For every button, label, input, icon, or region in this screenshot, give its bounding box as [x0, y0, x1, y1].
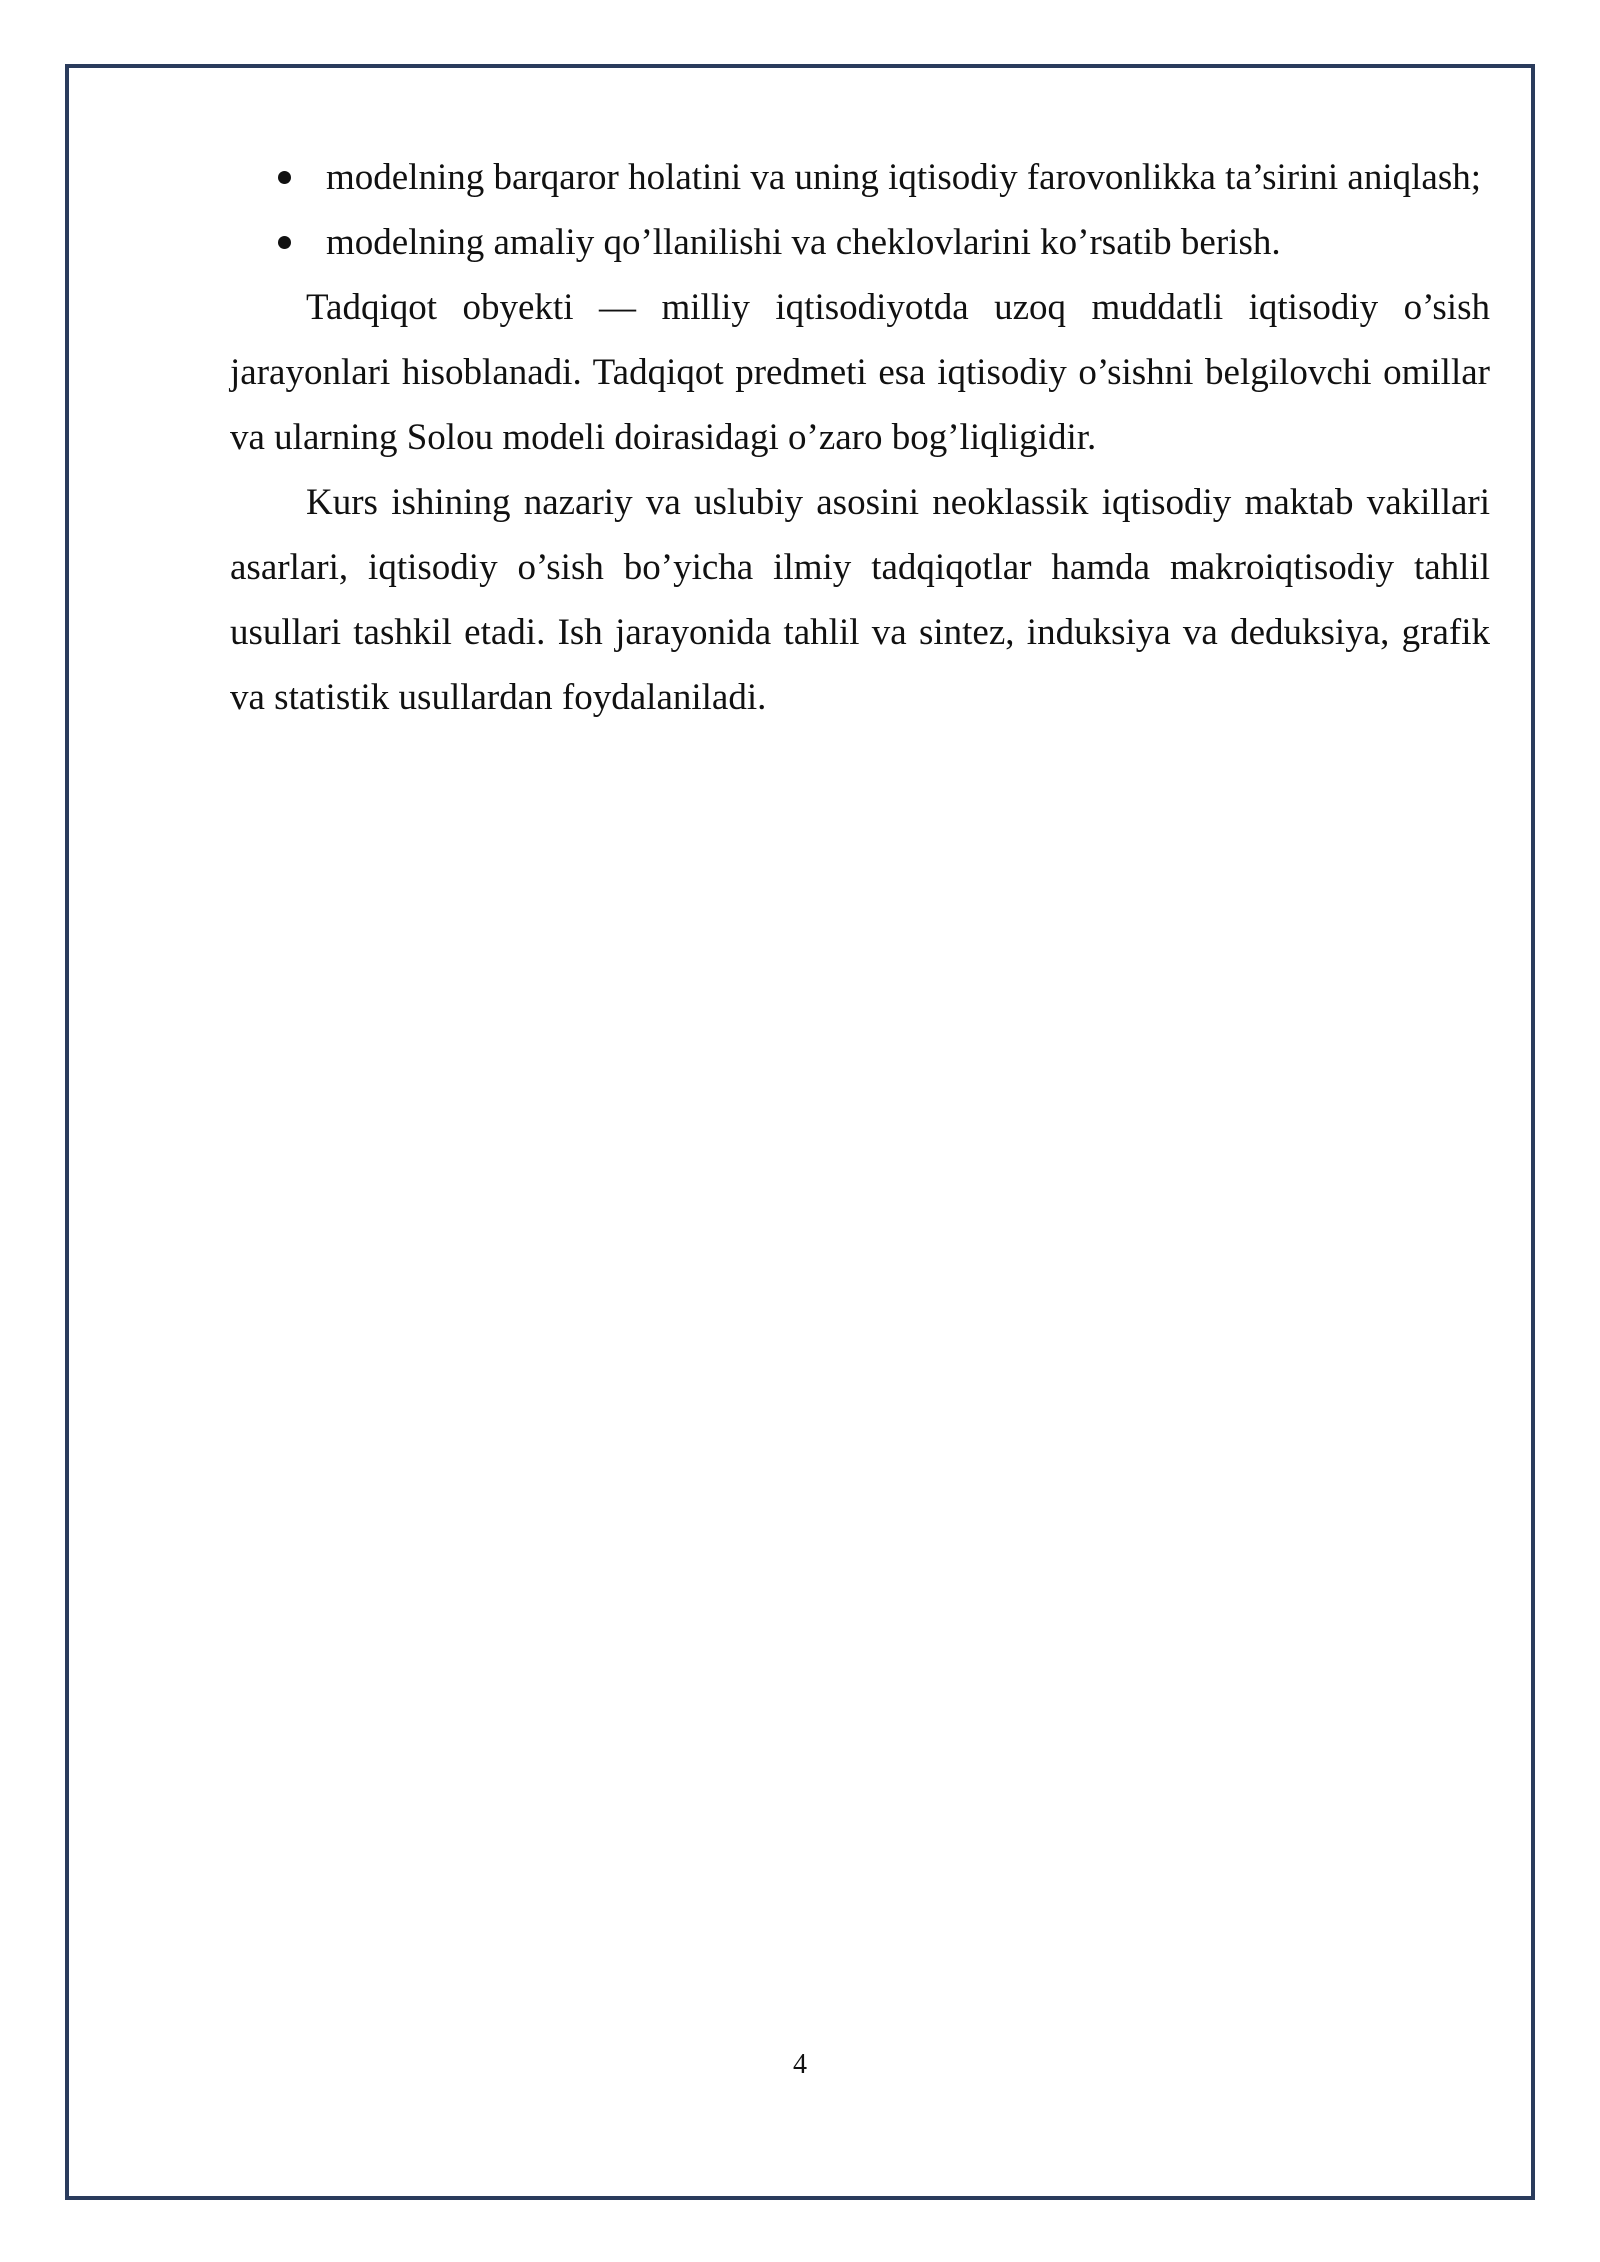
bullet-icon — [278, 171, 291, 184]
bullet-text: modelning barqaror holatini va uning iqtisodiy farovonlikka ta’sirini aniqlash; — [326, 157, 1482, 198]
document-body — [230, 145, 1490, 730]
page-number: 4 — [793, 2049, 807, 2080]
bullet-text: modelning amaliy qo’llanilishi va cheklovlarini ko’rsatib berish. — [326, 222, 1281, 263]
list-item — [230, 145, 1490, 210]
bullet-icon — [278, 236, 291, 249]
bullet-list — [230, 145, 1490, 275]
paragraph-research-object: Tadqiqot obyekti — milliy iqtisodiyotda uzoq muddatli iqtisodiy o’sish jarayonlari hisoblanadi. Tadqiqot predmeti esa iqtisodiy o’sishni belgilovchi omillar va ularning Solou modeli doirasidagi o’zaro bog’liqligidir. — [230, 287, 1490, 458]
list-item — [230, 210, 1490, 275]
paragraph-methodology: Kurs ishining nazariy va uslubiy asosini neoklassik iqtisodiy maktab vakillari asarlari, iqtisodiy o’sish bo’yicha ilmiy tadqiqotlar hamda makroiqtisodiy tahlil usullari tashkil etadi. Ish jarayonida tahlil va sintez, induksiya va deduksiya, grafik va statistik usullardan foydalaniladi. — [230, 482, 1490, 718]
